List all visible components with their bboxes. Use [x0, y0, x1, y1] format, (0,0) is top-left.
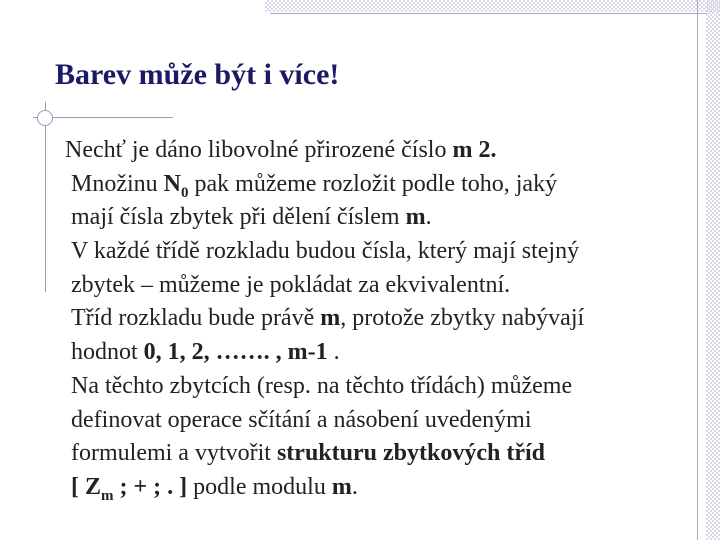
text-segment: Množinu [71, 170, 164, 197]
bold-text: 0, 1, 2, ……. , m-1 [143, 339, 328, 366]
text-segment: podle modulu [187, 473, 332, 500]
text-segment: . [425, 204, 432, 231]
text-segment: formulemi a vytvořit [71, 440, 277, 467]
text-segment: . [351, 473, 358, 500]
pattern-band-top [265, 0, 720, 12]
bold-text: m 2. [452, 137, 497, 163]
bold-text: m [331, 473, 352, 500]
text-line [71, 168, 681, 202]
slide-body [65, 134, 681, 505]
text-line [71, 471, 681, 505]
slide-title: Barev může být i více! [55, 58, 340, 91]
text-line [71, 269, 681, 303]
bold-text: N [163, 170, 182, 197]
title-underline [33, 117, 173, 118]
text-segment: hodnot [71, 339, 144, 366]
text-segment: zbytek – můžeme je pokládat za ekvivalentní. [71, 271, 511, 298]
text-line [71, 437, 681, 471]
text-segment: Nechť je dáno libovolné přirozené číslo [65, 137, 453, 163]
text-segment: V každé třídě rozkladu budou čísla, který mají stejný [71, 238, 580, 265]
bold-text: m [405, 204, 426, 231]
text-line [71, 336, 681, 370]
text-segment: Tříd rozkladu bude právě [71, 305, 321, 332]
text-segment: definovat operace sčítání a násobení uvedenými [71, 406, 532, 433]
text-line [71, 302, 681, 336]
text-segment: pak můžeme rozložit podle toho, jaký [188, 170, 558, 197]
subscript: 0 [181, 184, 189, 201]
bold-text: ; + ; . ] [113, 473, 188, 500]
text-line [71, 201, 681, 235]
text-line [71, 235, 681, 269]
text-segment: Na těchto zbytcích (resp. na těchto třídách) můžeme [71, 372, 573, 399]
divider-top [270, 13, 707, 14]
bold-text: [ Z [71, 473, 101, 500]
divider-right [697, 0, 698, 540]
pattern-band-right [706, 0, 720, 540]
bold-text: m [320, 305, 341, 332]
text-segment: . [327, 339, 340, 366]
content-left-rule [45, 102, 46, 292]
text-line [65, 134, 681, 168]
text-line [71, 404, 681, 438]
subscript: m [101, 487, 114, 504]
text-segment: , protože zbytky nabývají [340, 305, 585, 332]
text-line [71, 370, 681, 404]
text-segment: mají čísla zbytek při dělení číslem [71, 204, 406, 231]
circle-ornament [37, 110, 53, 126]
bold-text: strukturu zbytkových tříd [276, 440, 545, 467]
